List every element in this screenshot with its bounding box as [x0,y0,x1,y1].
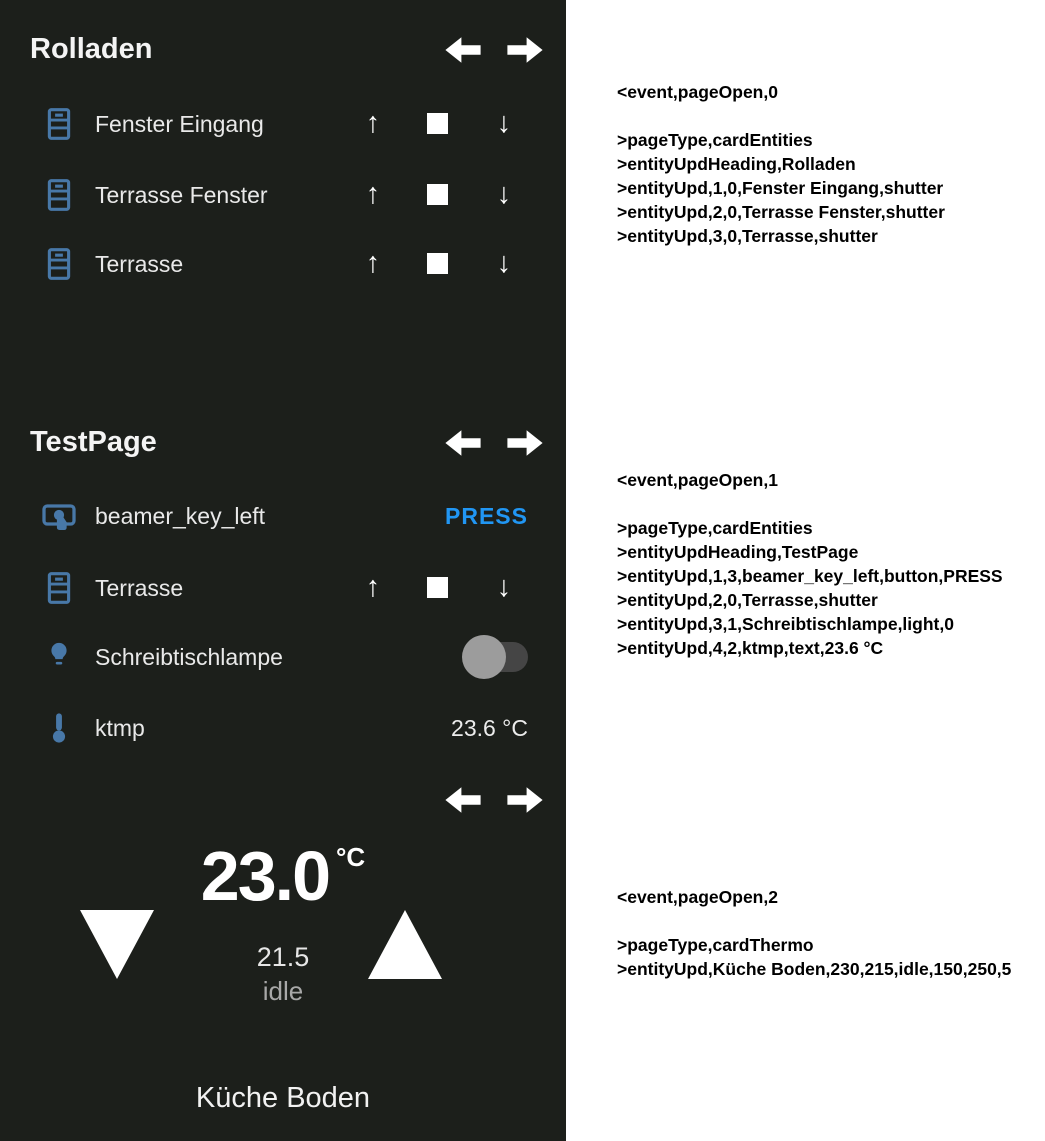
stop-square-icon [427,184,448,205]
log-line: >entityUpd,2,0,Terrasse,shutter [617,590,878,610]
arrow-left-bold-icon [442,784,484,816]
log-line: >entityUpd,2,0,Terrasse Fenster,shutter [617,202,945,222]
toggle-knob [462,635,506,679]
log-line: >entityUpdHeading,TestPage [617,542,859,562]
window-shutter-icon [40,174,78,216]
stop-square-icon [427,577,448,598]
shutter-stop-button[interactable] [427,171,449,219]
shutter-down-button[interactable]: ↓ [496,247,512,279]
shutter-up-button[interactable]: ↑ [365,247,381,279]
entity-label: Fenster Eingang [95,111,264,137]
entity-label: Schreibtischlampe [95,644,283,670]
shutter-up-button[interactable]: ↑ [365,178,381,210]
page-next-button[interactable] [504,427,546,459]
lightbulb-icon [40,636,78,678]
window-shutter-icon [40,103,78,145]
log-line: >entityUpd,Küche Boden,230,215,idle,150,250,5 [617,959,1012,979]
window-shutter-icon [40,567,78,609]
light-toggle[interactable] [466,642,528,672]
log-line: >entityUpd,3,0,Terrasse,shutter [617,226,878,246]
entity-label: beamer_key_left [95,503,266,529]
entity-label: Terrasse Fenster [95,182,268,208]
press-button[interactable]: PRESS [445,503,528,529]
thermometer-icon [40,707,78,749]
page-title: Rolladen [30,33,153,65]
entity-row [0,564,566,612]
log-line: >entityUpd,1,0,Fenster Eingang,shutter [617,178,944,198]
shutter-stop-button[interactable] [427,564,449,612]
shutter-stop-button[interactable] [427,100,449,148]
log-line: <event,pageOpen,1 [617,470,778,490]
page-title: TestPage [30,426,157,458]
log-line: >entityUpd,4,2,ktmp,text,23.6 °C [617,638,884,658]
entity-label: ktmp [95,715,145,741]
stop-square-icon [427,253,448,274]
entity-row [0,100,566,148]
thermostat-name: Küche Boden [195,1082,371,1114]
log-line [617,492,1042,516]
shutter-down-button[interactable]: ↓ [496,107,512,139]
arrow-right-bold-icon [504,427,546,459]
log-block-page2 [617,885,1042,981]
shutter-up-button[interactable]: ↑ [365,107,381,139]
page-prev-button[interactable] [442,784,484,816]
card-testpage [0,412,566,770]
stop-square-icon [427,113,448,134]
entity-label: Terrasse [95,575,184,601]
entity-row [0,171,566,219]
entity-row [0,240,566,288]
log-block-page0 [617,80,1042,248]
hvac-state: idle [262,976,304,1006]
arrow-right-bold-icon [504,784,546,816]
shutter-stop-button[interactable] [427,240,449,288]
current-temperature-group [0,836,566,916]
log-block-page1 [617,468,1042,660]
log-line [617,909,1042,933]
entity-row [0,704,566,752]
shutter-down-button[interactable]: ↓ [496,571,512,603]
log-line: >pageType,cardEntities [617,518,813,538]
log-line: >entityUpdHeading,Rolladen [617,154,856,174]
log-line: <event,pageOpen,0 [617,82,778,102]
log-line [617,104,1042,128]
card-rolladen [0,0,566,412]
log-line: >entityUpd,3,1,Schreibtischlampe,light,0 [617,614,954,634]
log-line: >pageType,cardThermo [617,935,814,955]
current-temperature: 23.0 [200,837,330,915]
page-prev-button[interactable] [442,34,484,66]
entity-label: Terrasse [95,251,184,277]
page-next-button[interactable] [504,34,546,66]
gesture-tap-button-icon [40,495,78,537]
log-line: >entityUpd,1,3,beamer_key_left,button,PRESS [617,566,1003,586]
temperature-unit: °C [336,842,366,872]
setpoint-temperature: 21.5 [256,942,310,972]
log-line: <event,pageOpen,2 [617,887,778,907]
entity-row [0,633,566,681]
shutter-up-button[interactable]: ↑ [365,571,381,603]
entity-value: 23.6 °C [451,715,528,741]
shutter-down-button[interactable]: ↓ [496,178,512,210]
page-next-button[interactable] [504,784,546,816]
page-prev-button[interactable] [442,427,484,459]
window-shutter-icon [40,243,78,285]
log-line: >pageType,cardEntities [617,130,813,150]
arrow-right-bold-icon [504,34,546,66]
card-thermostat [0,770,566,1141]
arrow-left-bold-icon [442,34,484,66]
arrow-left-bold-icon [442,427,484,459]
entity-row [0,492,566,540]
